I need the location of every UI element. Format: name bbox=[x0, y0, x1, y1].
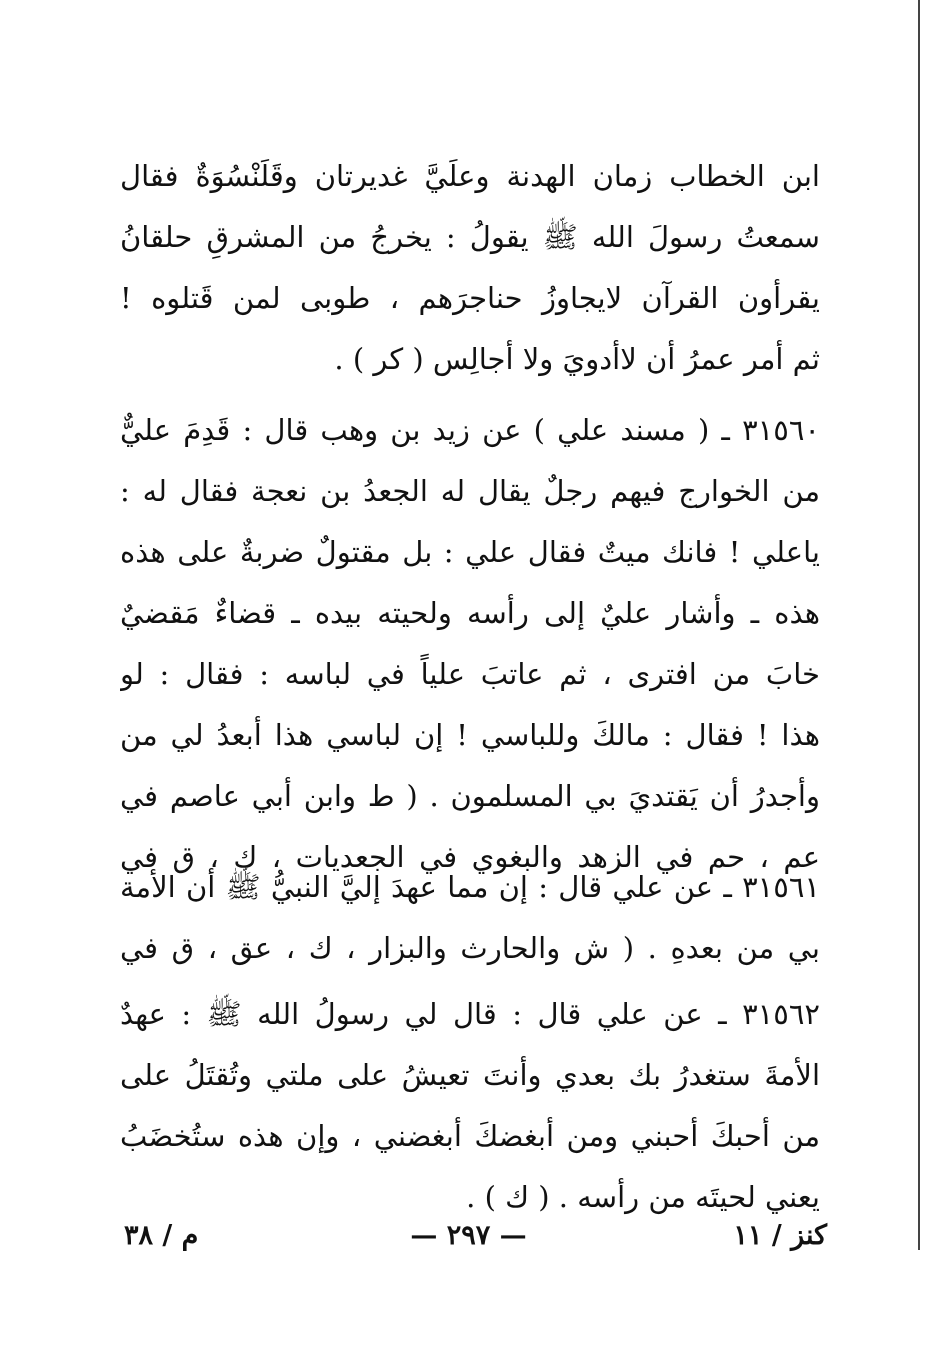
hadith-31562 bbox=[120, 984, 820, 1228]
hadith-31560 bbox=[120, 400, 820, 888]
text-line: ثم أمر عمرُ أن لاأدويَ ولا أجالِس ( كر ) . bbox=[334, 342, 820, 376]
text-line: ياعلي ! فانك ميتٌ فقال علي : بل مقتولٌ ضربةٌ على هذه bbox=[120, 535, 820, 569]
text-line: سمعتُ رسولَ الله ﷺ يقولُ : يخرجُ من المشرقِ حلقانُ bbox=[120, 220, 820, 254]
page-edge-line bbox=[918, 0, 920, 1250]
text-line: وأجدرُ أن يَقتديَ بي المسلمون . ( ط وابن أبي عاصم في bbox=[120, 779, 820, 813]
paragraph-continuation bbox=[120, 146, 820, 390]
text-line: من أحبكَ أحبني ومن أبغضكَ أبغضني ، وإن هذه ستُخضَبُ bbox=[120, 1119, 820, 1153]
text-line: من الخوارج فيهم رجلٌ يقال له الجعدُ بن نعجة فقال له : bbox=[120, 474, 820, 508]
text-line: ٣١٥٦٢ ـ عن علي قال : قال لي رسولُ الله ﷺ : عهدٌ bbox=[120, 997, 820, 1031]
text-line: هذا ! فقال : مالكَ وللباسي ! إن لباسي هذا أبعدُ لي من bbox=[120, 718, 820, 752]
text-line: الأمةَ ستغدرُ بك بعدي وأنتَ تعيشُ على ملتي وتُقتَلُ على bbox=[120, 1058, 820, 1092]
page-footer bbox=[110, 1212, 827, 1262]
text-line: هذه ـ وأشار عليٌ إلى رأسه ولحيته بيده ـ قضاءٌ مَقضيٌ bbox=[120, 596, 820, 630]
hadith-31561 bbox=[120, 857, 820, 979]
text-line: عم ، حم في الزهد والبغوي في الجعديات ، ك ، ق في bbox=[120, 840, 820, 874]
text-line: بي من بعدهِ . ( ش والحارث والبزار ، ك ، عق ، ق في bbox=[120, 931, 820, 965]
sheet-signature: م / ٣٨ bbox=[124, 1220, 199, 1251]
text-line: ٣١٥٦١ ـ عن علي قال : إن مما عهدَ إليَّ النبيُّ ﷺ أن الأمة bbox=[120, 870, 820, 904]
text-line: ابن الخطاب زمان الهدنة وعلَيَّ غديرتان وقَلَنْسُوَةٌ فقال bbox=[120, 159, 820, 193]
page-number: — ٢٩٧ — bbox=[410, 1220, 527, 1251]
volume-signature: كنز / ١١ bbox=[733, 1220, 827, 1251]
text-line: يقرأون القرآن لايجاوزُ حناجرَهم ، طوبى لمن قَتلوه ! bbox=[120, 281, 820, 315]
text-line: ٣١٥٦٠ ـ ( مسند علي ) عن زيد بن وهب قال : قَدِمَ عليٌّ bbox=[120, 413, 820, 447]
text-line: خابَ من افترى ، ثم عاتبَ علياً في لباسه : فقال : لو bbox=[120, 657, 820, 691]
text-line: يعني لحيتَه من رأسه . ( ك ) . bbox=[466, 1180, 820, 1214]
